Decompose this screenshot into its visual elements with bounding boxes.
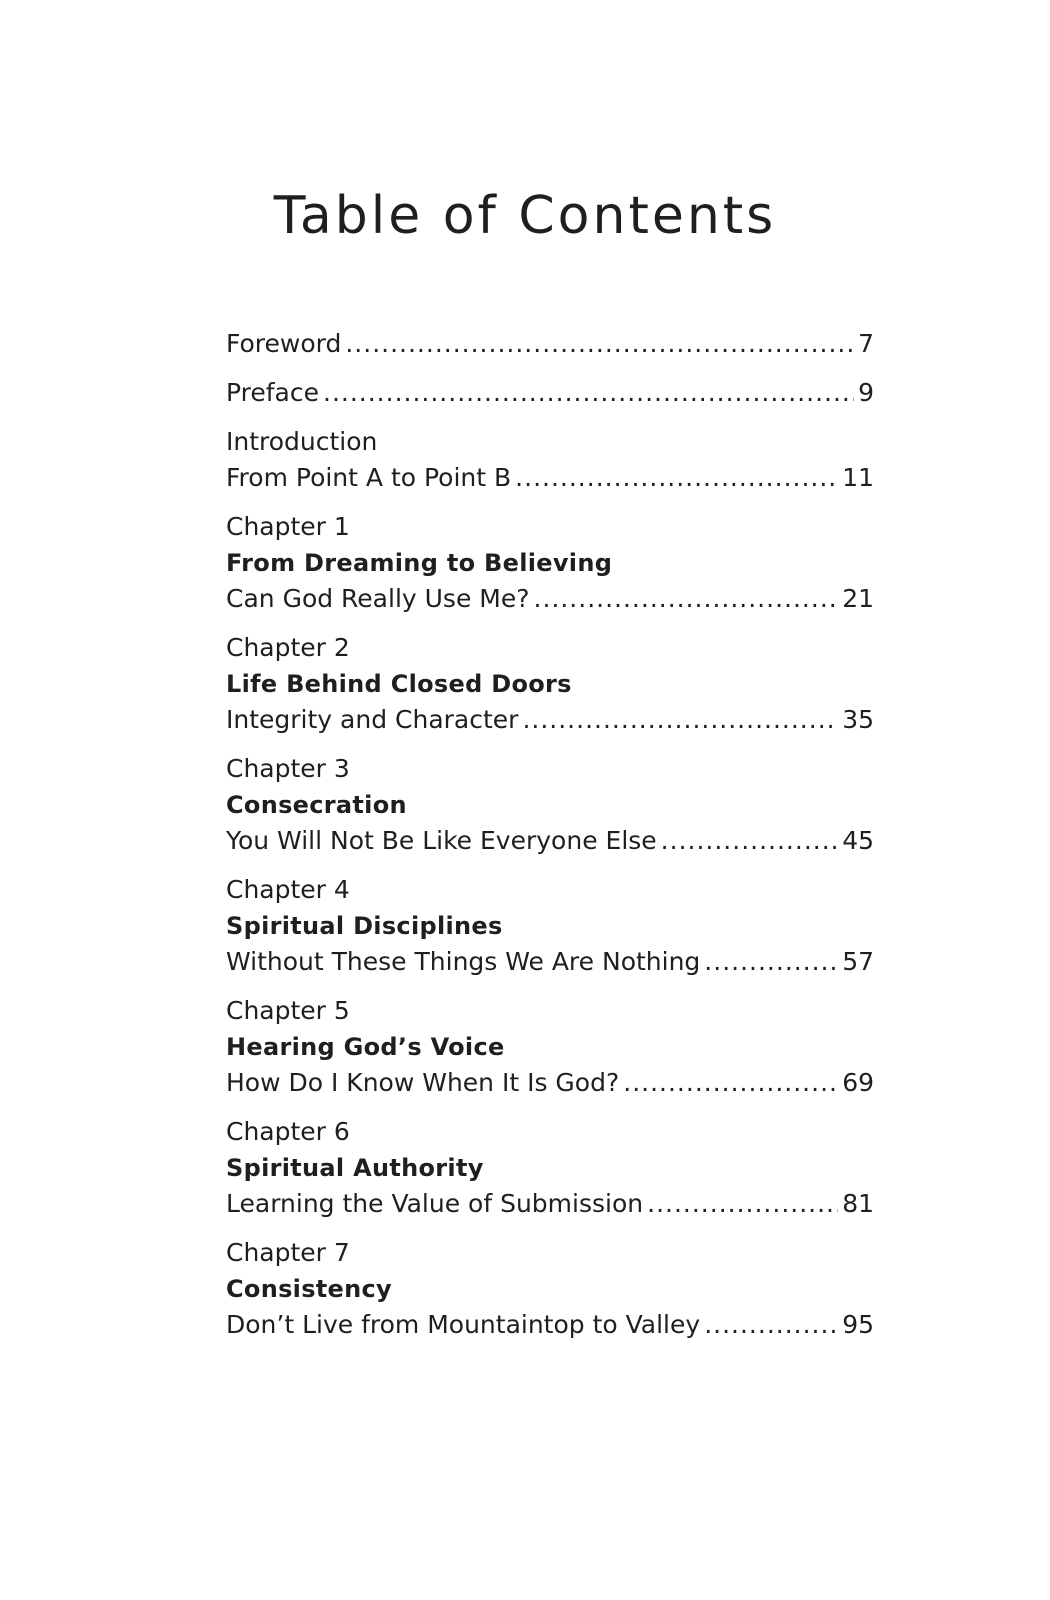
chapter-label: Chapter 7 <box>226 1238 350 1267</box>
dot-leader <box>323 375 854 411</box>
entry-text: From Point A to Point B <box>226 463 512 492</box>
toc-line <box>226 460 874 496</box>
dot-leader <box>704 1307 838 1343</box>
page-number: 45 <box>842 826 874 855</box>
dot-leader <box>522 702 838 738</box>
entry-label: Introduction <box>226 427 378 456</box>
chapter-label: Chapter 2 <box>226 633 350 662</box>
chapter-title: Consecration <box>226 791 407 819</box>
table-of-contents <box>226 326 874 1356</box>
entry-text: Without These Things We Are Nothing <box>226 947 701 976</box>
dot-leader <box>345 326 854 362</box>
dot-leader <box>647 1186 838 1222</box>
toc-entry-chapter-4 <box>226 872 874 980</box>
toc-line <box>226 944 874 980</box>
chapter-title: Hearing God’s Voice <box>226 1033 505 1061</box>
toc-entry-chapter-3 <box>226 751 874 859</box>
entry-text: Foreword <box>226 329 342 358</box>
page-number: 81 <box>842 1189 874 1218</box>
page-number: 7 <box>858 329 874 358</box>
chapter-label: Chapter 3 <box>226 754 350 783</box>
page-title: Table of Contents <box>273 186 777 246</box>
toc-entry-chapter-7 <box>226 1235 874 1343</box>
entry-text: Can God Really Use Me? <box>226 584 530 613</box>
toc-line <box>226 375 874 411</box>
page-number: 69 <box>842 1068 874 1097</box>
chapter-title: Spiritual Authority <box>226 1154 484 1182</box>
toc-entry-chapter-1 <box>226 509 874 617</box>
page-number: 95 <box>842 1310 874 1339</box>
dot-leader <box>515 460 838 496</box>
entry-text: Don’t Live from Mountaintop to Valley <box>226 1310 701 1339</box>
chapter-title: From Dreaming to Believing <box>226 549 613 577</box>
chapter-label: Chapter 5 <box>226 996 350 1025</box>
toc-line <box>226 1307 874 1343</box>
entry-text: Integrity and Character <box>226 705 519 734</box>
dot-leader <box>623 1065 838 1101</box>
toc-line <box>226 1065 874 1101</box>
toc-line <box>226 581 874 617</box>
toc-entry-chapter-6 <box>226 1114 874 1222</box>
toc-line <box>226 823 874 859</box>
chapter-title: Life Behind Closed Doors <box>226 670 572 698</box>
page-number: 35 <box>842 705 874 734</box>
dot-leader <box>704 944 838 980</box>
toc-entry-introduction <box>226 424 874 496</box>
entry-text: Learning the Value of Submission <box>226 1189 644 1218</box>
page-number: 9 <box>858 378 874 407</box>
page-number: 11 <box>842 463 874 492</box>
toc-line <box>226 1186 874 1222</box>
toc-line <box>226 326 874 362</box>
entry-text: You Will Not Be Like Everyone Else <box>226 826 657 855</box>
chapter-title: Spiritual Disciplines <box>226 912 503 940</box>
toc-entry-preface <box>226 375 874 411</box>
toc-entry-foreword <box>226 326 874 362</box>
page-number: 57 <box>842 947 874 976</box>
page-number: 21 <box>842 584 874 613</box>
chapter-label: Chapter 1 <box>226 512 350 541</box>
chapter-title: Consistency <box>226 1275 392 1303</box>
toc-line <box>226 702 874 738</box>
entry-text: Preface <box>226 378 319 407</box>
toc-entry-chapter-5 <box>226 993 874 1101</box>
dot-leader <box>661 823 839 859</box>
dot-leader <box>534 581 839 617</box>
chapter-label: Chapter 6 <box>226 1117 350 1146</box>
entry-text: How Do I Know When It Is God? <box>226 1068 620 1097</box>
chapter-label: Chapter 4 <box>226 875 350 904</box>
toc-entry-chapter-2 <box>226 630 874 738</box>
